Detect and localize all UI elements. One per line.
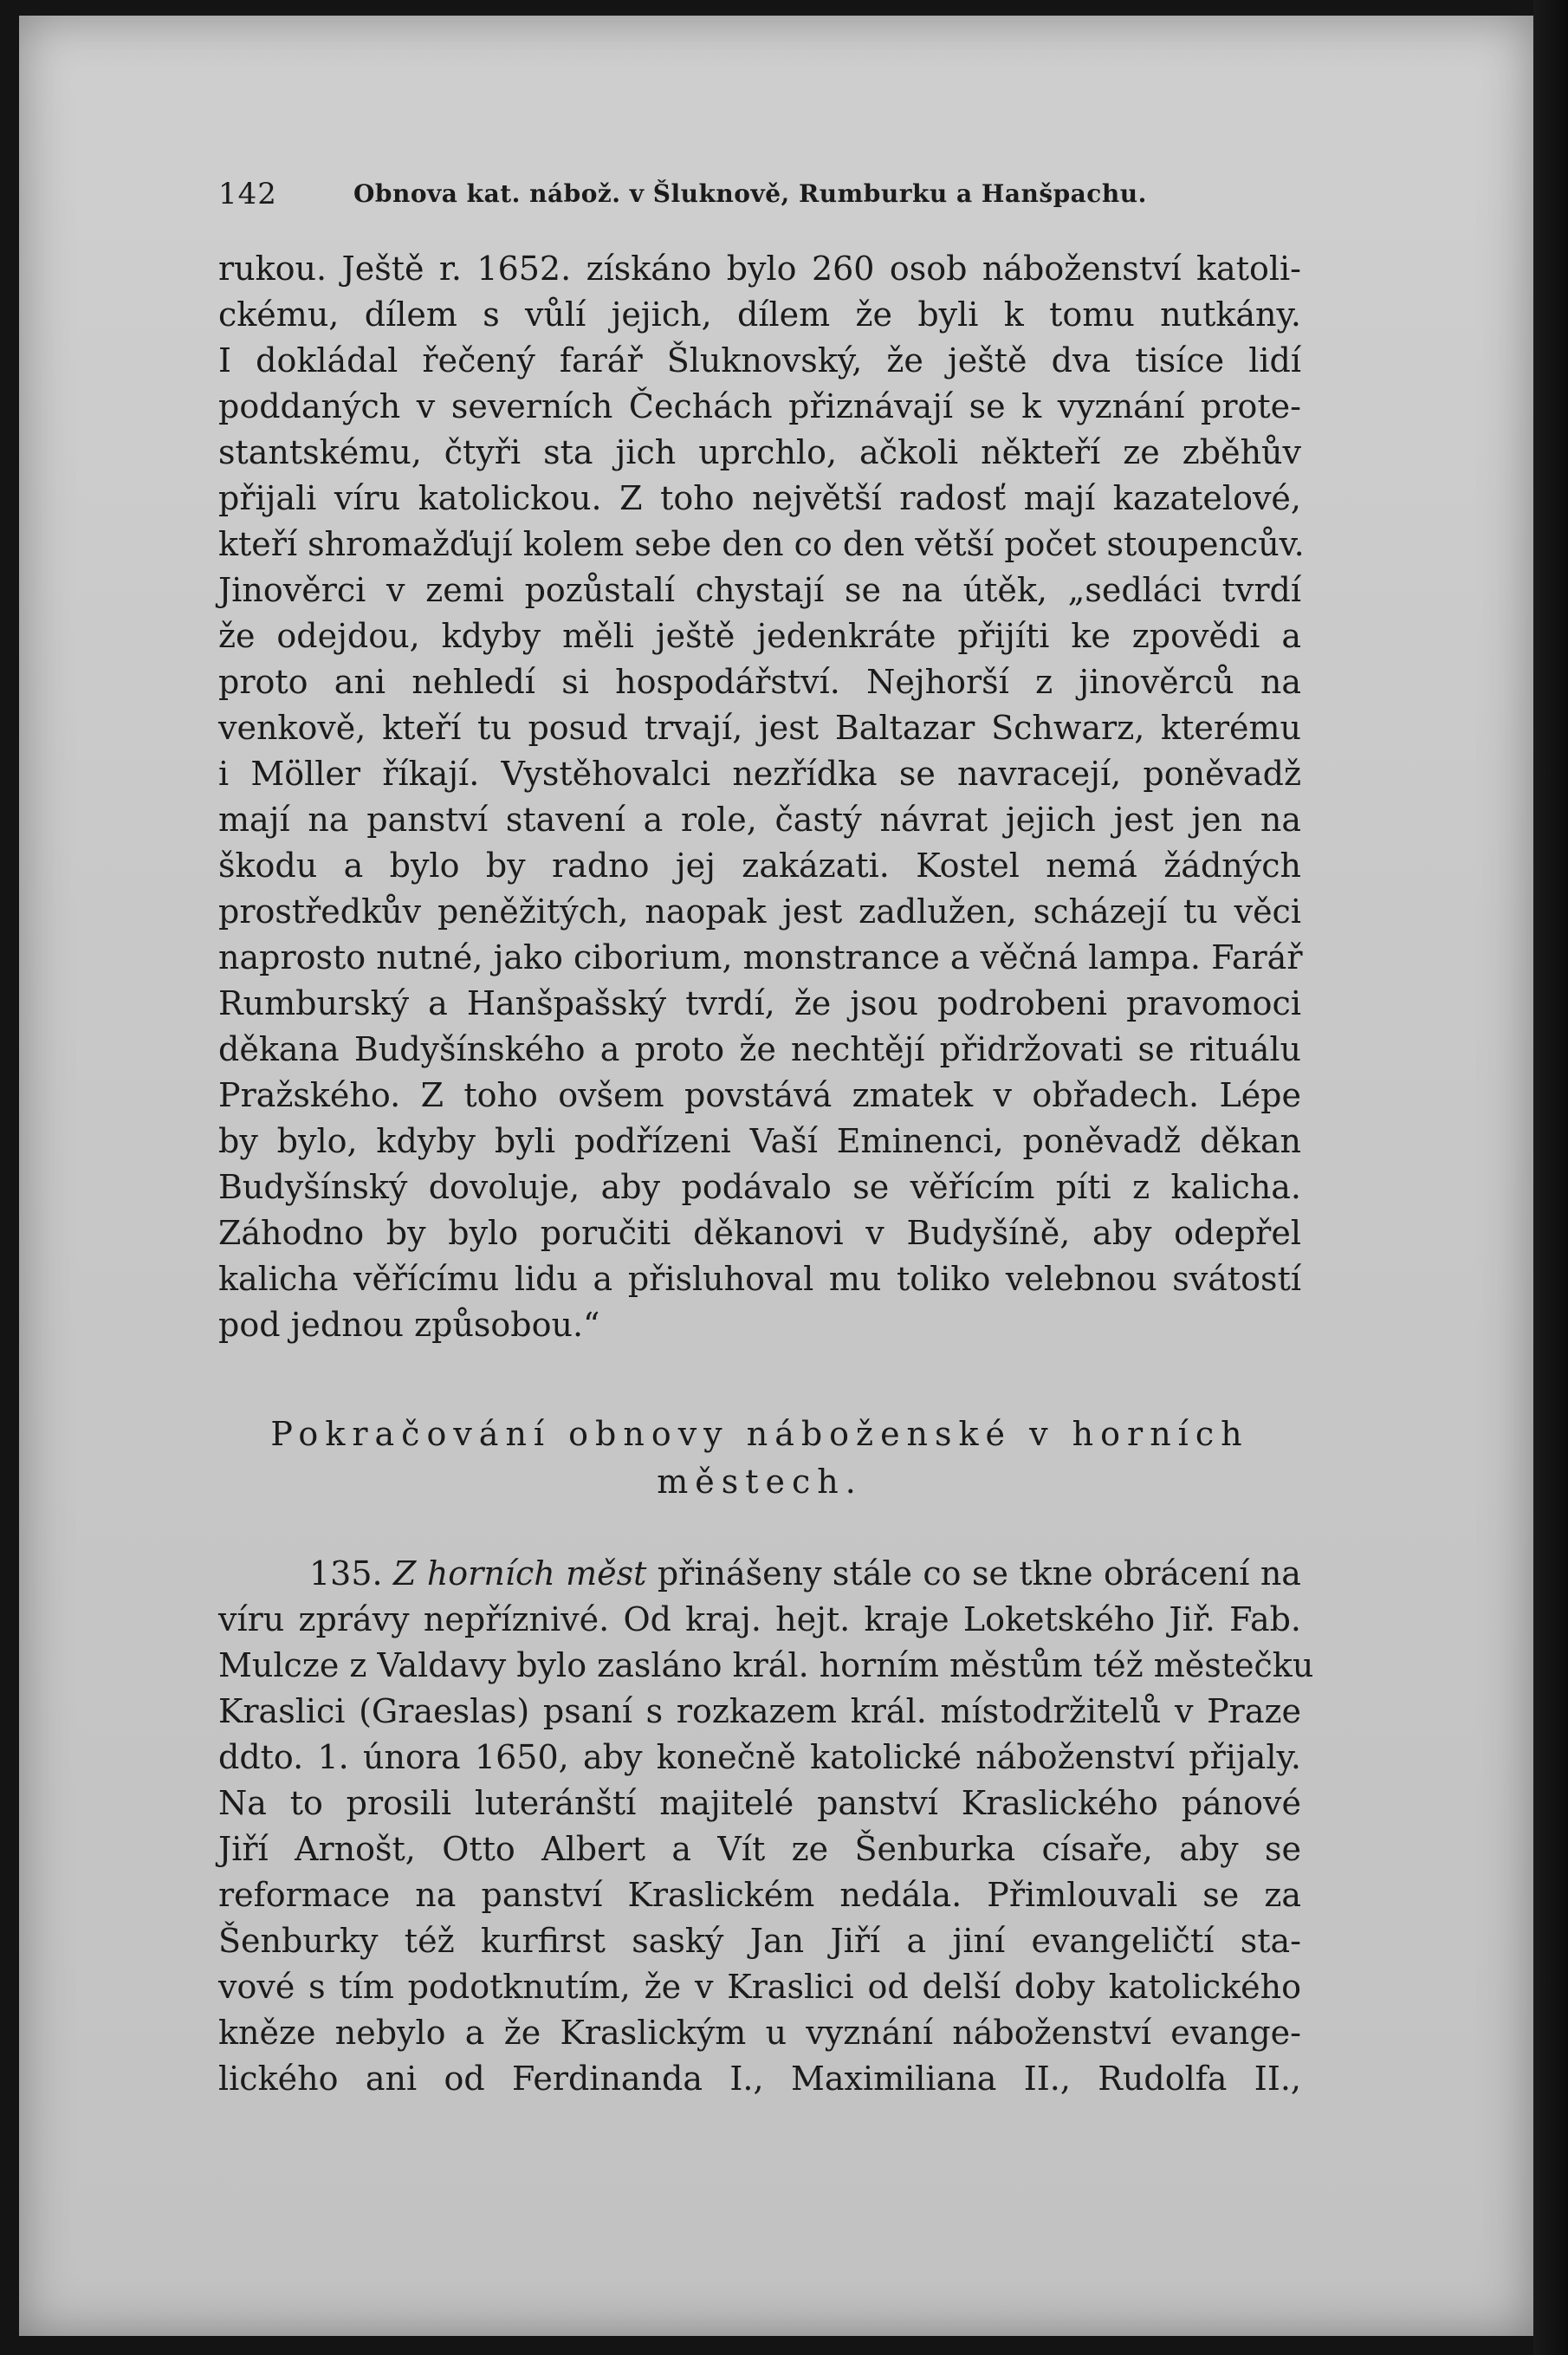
text-line: prostředkův peněžitých, naopak jest zadlužen, scházejí tu věci <box>218 892 1301 931</box>
text-line: Mulcze z Valdavy bylo zasláno král. horním městům též městečku <box>218 1646 1314 1684</box>
text-line: ddto. 1. února 1650, aby konečně katolické náboženství přijaly. <box>218 1738 1301 1776</box>
section-heading-line: Pokračování obnovy náboženské v horních <box>270 1415 1249 1453</box>
text-line: přijali víru katolickou. Z toho největší radosť mají kazatelové, <box>218 479 1301 517</box>
text-line: i Möller říkají. Vystěhovalci nezřídka se navracejí, poněvadž <box>218 755 1301 793</box>
text-line: Na to prosili luteránští majitelé panství Kraslického pánové <box>218 1784 1301 1822</box>
page-edge-shadow <box>1533 0 1568 2355</box>
text-line: víru zprávy nepříznivé. Od kraj. hejt. kraje Loketského Jiř. Fab. <box>218 1600 1301 1638</box>
text-line: Jiří Arnošt, Otto Albert a Vít ze Šenburka císaře, aby se <box>218 1830 1301 1868</box>
text-line: I dokládal řečený farář Šluknovský, že ještě dva tisíce lidí <box>218 341 1301 380</box>
text-line: Rumburský a Hanšpašský tvrdí, že jsou podrobeni pravomoci <box>218 984 1301 1022</box>
text-line: by bylo, kdyby byli podřízeni Vaší Eminenci, poněvadž děkan <box>218 1122 1301 1160</box>
text-line: že odejdou, kdyby měli ještě jedenkráte přijíti ke zpovědi a <box>218 617 1301 655</box>
text-line: pod jednou způsobou.“ <box>218 1306 600 1344</box>
text-line: Budyšínský dovoluje, aby podávalo se věřícím píti z kalicha. <box>218 1168 1301 1206</box>
text-line: ckému, dílem s vůlí jejich, dílem že byli k tomu nutkány. <box>218 295 1301 334</box>
page-number: 142 <box>218 177 277 211</box>
section-heading-line: městech. <box>657 1463 863 1501</box>
text-line: naprosto nutné, jako ciborium, monstrance a věčná lampa. Farář <box>218 938 1303 976</box>
section-heading <box>218 1411 1301 1506</box>
text-line: vové s tím podotknutím, že v Kraslici od delší doby katolického <box>218 1968 1301 2006</box>
text-line: kalicha věřícímu lidu a přisluhoval mu toliko velebnou svátostí <box>218 1260 1301 1298</box>
text-line: Pražského. Z toho ovšem povstává zmatek v obřadech. Lépe <box>218 1076 1301 1114</box>
text-line: venkově, kteří tu posud trvají, jest Baltazar Schwarz, kterému <box>218 709 1301 747</box>
text-line: děkana Budyšínského a proto že nechtějí přidržovati se rituálu <box>218 1030 1301 1068</box>
text-line: poddaných v severních Čechách přiznávají se k vyznání prote- <box>218 387 1301 425</box>
section-135 <box>218 1551 1314 2102</box>
text-line: rukou. Ještě r. 1652. získáno bylo 260 osob náboženství katoli- <box>218 250 1301 288</box>
text-line: Záhodno by bylo poručiti děkanovi v Budyšíně, aby odepřel <box>218 1214 1301 1252</box>
text-line: lického ani od Ferdinanda I., Maximiliana II., Rudolfa II., <box>218 2060 1301 2098</box>
running-head-title: Obnova kat. nábož. v Šluknově, Rumburku a Hanšpachu. <box>353 179 1147 208</box>
section-first-line <box>218 1551 1301 1597</box>
text-line: Šenburky též kurfirst saský Jan Jiří a jiní evangeličtí sta- <box>218 1922 1301 1960</box>
section-italic-phrase: Z horních měst <box>393 1554 647 1593</box>
text-line: kněze nebylo a že Kraslickým u vyznání náboženství evange- <box>218 2014 1301 2052</box>
running-head <box>218 168 1301 220</box>
section-first-line-text: přinášeny stále co se tkne obrácení na <box>657 1554 1301 1593</box>
text-line: reformace na panství Kraslickém nedála. Přimlouvali se za <box>218 1876 1301 1914</box>
text-line: stantskému, čtyři sta jich uprchlo, ačkoli někteří ze zběhův <box>218 433 1301 471</box>
text-line: škodu a bylo by radno jej zakázati. Kostel nemá žádných <box>218 847 1301 885</box>
text-line: Kraslici (Graeslas) psaní s rozkazem král. místodržitelů v Praze <box>218 1692 1301 1730</box>
text-line: kteří shromažďují kolem sebe den co den větší počet stoupencův. <box>218 525 1305 563</box>
text-line: proto ani nehledí si hospodářství. Nejhorší z jinověrců na <box>218 663 1301 701</box>
page-text-block <box>218 168 1314 2102</box>
section-number: 135. <box>309 1554 383 1593</box>
text-line: mají na panství stavení a role, častý návrat jejich jest jen na <box>218 801 1301 839</box>
text-line: Jinověrci v zemi pozůstalí chystají se na útěk, „sedláci tvrdí <box>218 571 1301 609</box>
paragraph-continuation <box>218 246 1305 1348</box>
